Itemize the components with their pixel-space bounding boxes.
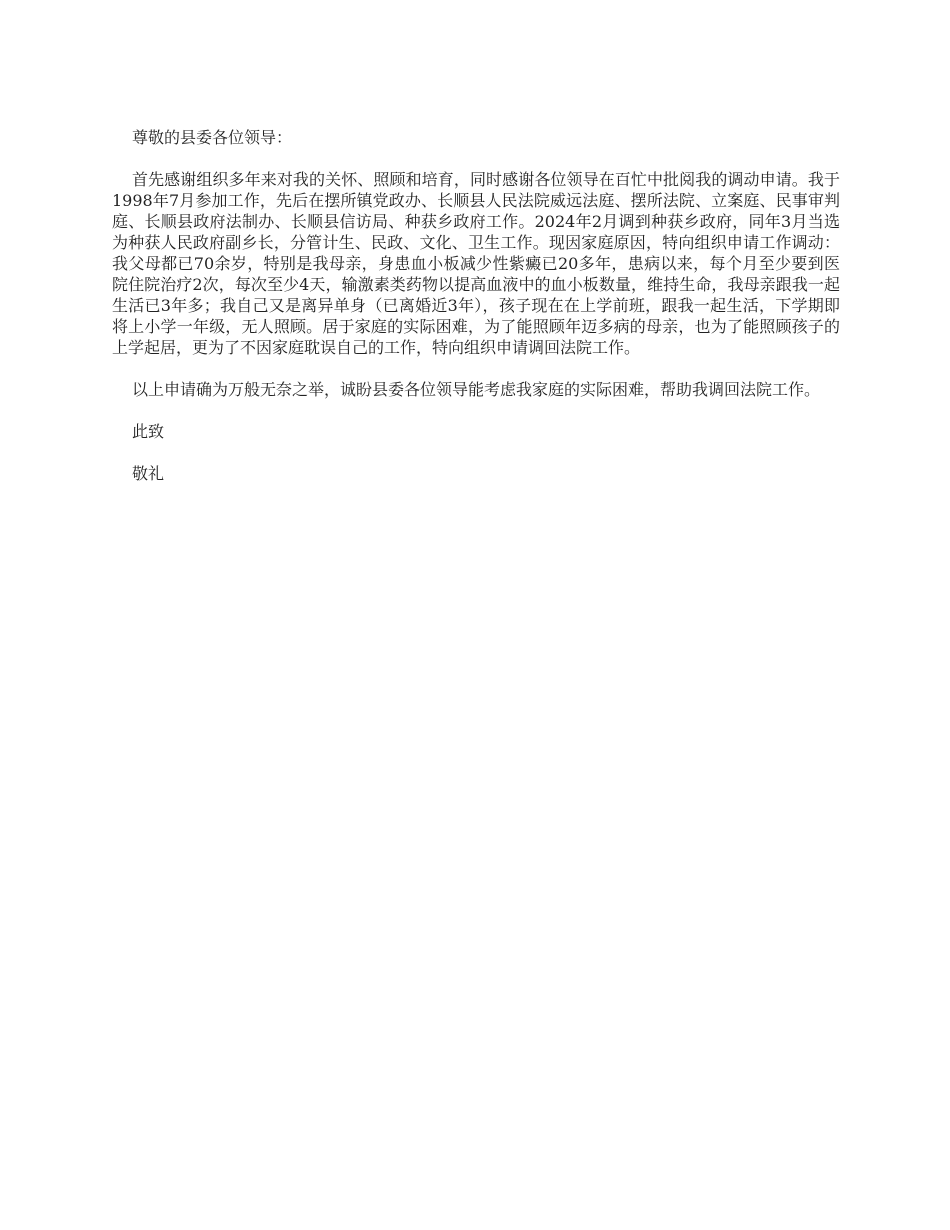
closing-respectfully: 此致 bbox=[132, 422, 165, 441]
body-paragraph-1: 首先感谢组织多年来对我的关怀、照顾和培育，同时感谢各位领导在百忙中批阅我的调动申请。我于1998年7月参加工作，先后在摆所镇党政办、长顺县人民法院威远法庭、摆所法院、立案庭、民事审判庭、长顺县政府法制办、长顺县信访局、种获乡政府工作。2024年2月调到种获乡政府，同年3月当选为种获人民政府副乡长，分管计生、民政、文化、卫生工作。现因家庭原因，特向组织申请工作调动：我父母都已70余岁，特别是我母亲，身患血小板减少性紫癜已20多年，患病以来，每个月至少要到医院住院治疗2次，每次至少4天，输激素类药物以提高血液中的血小板数量，维持生命，我母亲跟我一起生活已3年多；我自己又是离异单身（已离婚近3年），孩子现在在上学前班，跟我一起生活，下学期即将上小学一年级，无人照顾。居于家庭的实际困难，为了能照顾年迈多病的母亲，也为了能照顾孩子的上学起居，更为了不因家庭耽误自己的工作，特向组织申请调回法院工作。 bbox=[112, 170, 840, 357]
closing-salute: 敬礼 bbox=[132, 464, 165, 483]
body-paragraph-2: 以上申请确为万般无奈之举，诚盼县委各位领导能考虑我家庭的实际困难，帮助我调回法院工作。 bbox=[132, 380, 821, 399]
salutation: 尊敬的县委各位领导： bbox=[132, 128, 293, 147]
letter-document bbox=[112, 127, 840, 505]
